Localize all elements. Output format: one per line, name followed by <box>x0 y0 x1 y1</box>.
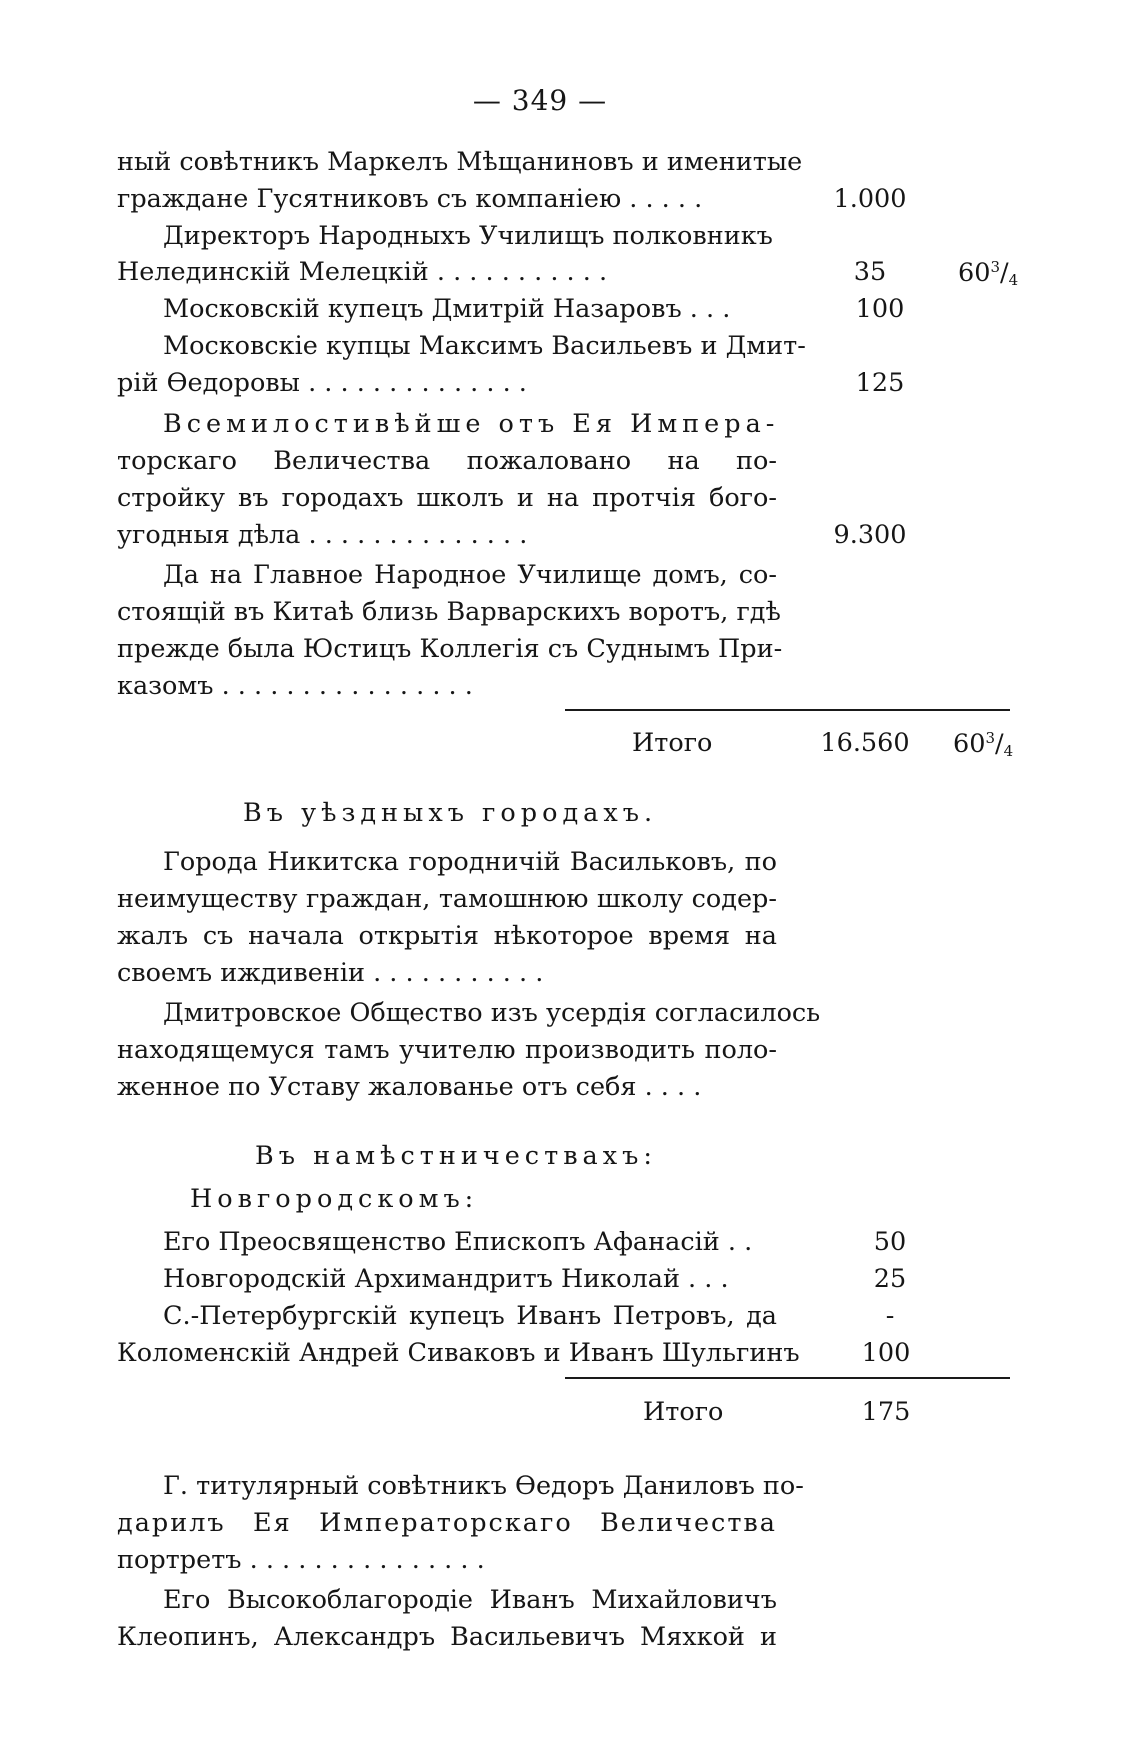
total-label: Итого <box>632 728 713 758</box>
text-line: Города Никитска городничій Васильковъ, по <box>163 847 777 877</box>
text-line: находящемуся тамъ учителю производить поло- <box>117 1035 777 1065</box>
subsection-heading: Новгородскомъ: <box>190 1184 479 1214</box>
text-line: Коломенскій Андрей Сиваковъ и Иванъ Шульгинъ <box>117 1338 800 1368</box>
total-rule <box>565 709 1010 711</box>
amount-kopecks: $60^3/_4$ <box>958 258 1019 289</box>
text-line: Его Преосвященство Епископъ Афанасій . . <box>163 1227 753 1257</box>
text-line: дарилъ Ея Императорскаго Величества <box>117 1508 777 1538</box>
section-heading: Въ уѣздныхъ городахъ. <box>243 798 658 828</box>
amount-rubles: 100 <box>861 1338 911 1368</box>
total-kopecks: $60^3/_4$ <box>953 729 1014 760</box>
text-line: Директоръ Народныхъ Училищъ полковникъ <box>163 221 773 251</box>
text-line: граждане Гусятниковъ съ компаніею . . . . . <box>117 184 703 214</box>
text-line: прежде была Юстицъ Коллегія съ Суднымъ При- <box>117 634 783 664</box>
text-line: Клеопинъ, Александръ Васильевичъ Мяхкой и <box>117 1622 777 1652</box>
text-line: Московскіе купцы Максимъ Васильевъ и Дмит- <box>163 331 806 361</box>
amount-dash: - <box>885 1301 895 1331</box>
text-line: Новгородскій Архимандритъ Николай . . . <box>163 1264 729 1294</box>
total-rubles: 175 <box>861 1397 911 1427</box>
text-line: С.-Петербургскій купецъ Иванъ Петровъ, да <box>163 1301 777 1331</box>
text-line: рій Ѳедоровы . . . . . . . . . . . . . . <box>117 368 527 398</box>
amount-rubles: 100 <box>855 294 905 324</box>
total-rubles: 16.560 <box>820 728 910 758</box>
amount-rubles: 1.000 <box>833 184 907 214</box>
text-line: женное по Уставу жалованье отъ себя . . . . <box>117 1072 702 1102</box>
text-line: своемъ иждивеніи . . . . . . . . . . . <box>117 958 544 988</box>
text-line: Нелединскій Мелецкій . . . . . . . . . . . <box>117 257 608 287</box>
text-line: угодныя дѣла . . . . . . . . . . . . . . <box>117 520 528 550</box>
text-line: казомъ . . . . . . . . . . . . . . . . <box>117 671 473 701</box>
text-line: Да на Главное Народное Училище домъ, со- <box>163 560 777 590</box>
total-rule <box>565 1377 1010 1379</box>
text-line: стройку въ городахъ школъ и на протчія бого- <box>117 483 777 513</box>
text-line: портретъ . . . . . . . . . . . . . . . <box>117 1545 485 1575</box>
text-line: Его Высокоблагородіе Иванъ Михайловичъ <box>163 1585 777 1615</box>
amount-rubles: 125 <box>855 368 905 398</box>
text-line: Г. титулярный совѣтникъ Ѳедоръ Даниловъ по- <box>163 1471 804 1501</box>
text-line: Всемилостивѣйше отъ Ея Импера- <box>163 409 780 439</box>
text-line: ный совѣтникъ Маркелъ Мѣщаниновъ и именитые <box>117 147 803 177</box>
text-line: торскаго Величества пожаловано на по- <box>117 446 777 476</box>
text-line: неимуществу граждан, тамошнюю школу содер- <box>117 884 777 914</box>
page-number: — 349 — <box>472 84 608 117</box>
amount-rubles: 35 <box>853 257 887 287</box>
text-line: стоящій въ Китаѣ близь Варварскихъ воротъ, гдѣ <box>117 597 781 627</box>
amount-rubles: 25 <box>873 1264 907 1294</box>
text-line: жалъ съ начала открытія нѣкоторое время на <box>117 921 777 951</box>
section-heading: Въ намѣстничествахъ: <box>255 1141 657 1171</box>
text-line: Дмитровское Общество изъ усердія согласилось <box>163 998 821 1028</box>
amount-rubles: 9.300 <box>833 520 907 550</box>
amount-rubles: 50 <box>873 1227 907 1257</box>
total-label: Итого <box>643 1397 724 1427</box>
text-line: Московскій купецъ Дмитрій Назаровъ . . . <box>163 294 731 324</box>
